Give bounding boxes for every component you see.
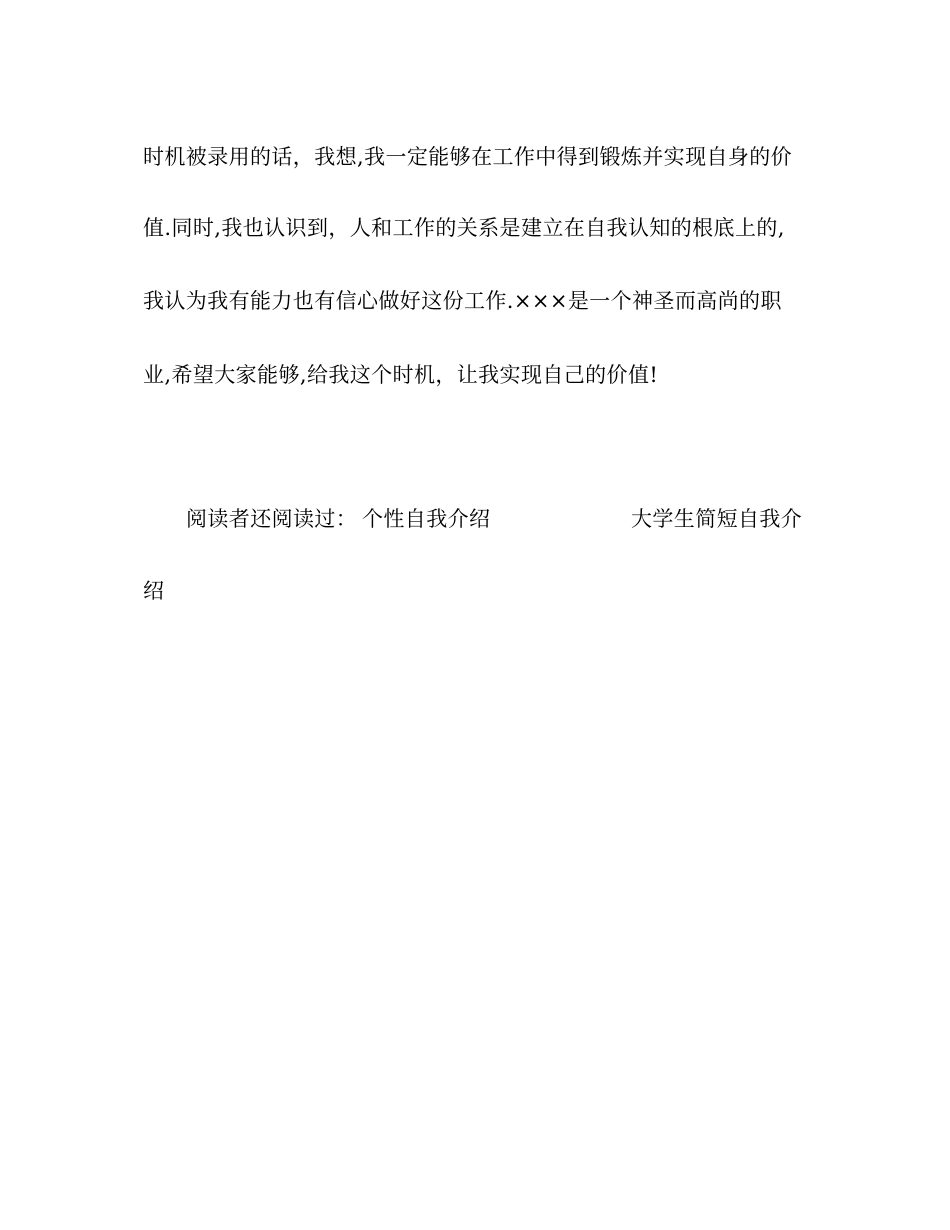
body-text-line-1: 时机被录用的话，我想,我一定能够在工作中得到锻炼并实现自身的价 <box>143 145 793 169</box>
body-text-line-4: 业,希望大家能够,给我这个时机，让我实现自己的价值! <box>143 363 659 387</box>
related-link-personality-intro[interactable]: 个性自我介绍 <box>362 507 491 531</box>
related-link-student-intro-continued[interactable]: 绍 <box>143 579 164 603</box>
related-link-student-intro[interactable]: 大学生简短自我介 <box>631 507 803 531</box>
body-text-line-2: 值.同时,我也认识到，人和工作的关系是建立在自我认知的根底上的, <box>143 216 785 240</box>
related-reading-label: 阅读者还阅读过： <box>186 507 358 531</box>
body-text-line-3: 我认为我有能力也有信心做好这份工作.×××是一个神圣而高尚的职 <box>143 289 782 313</box>
